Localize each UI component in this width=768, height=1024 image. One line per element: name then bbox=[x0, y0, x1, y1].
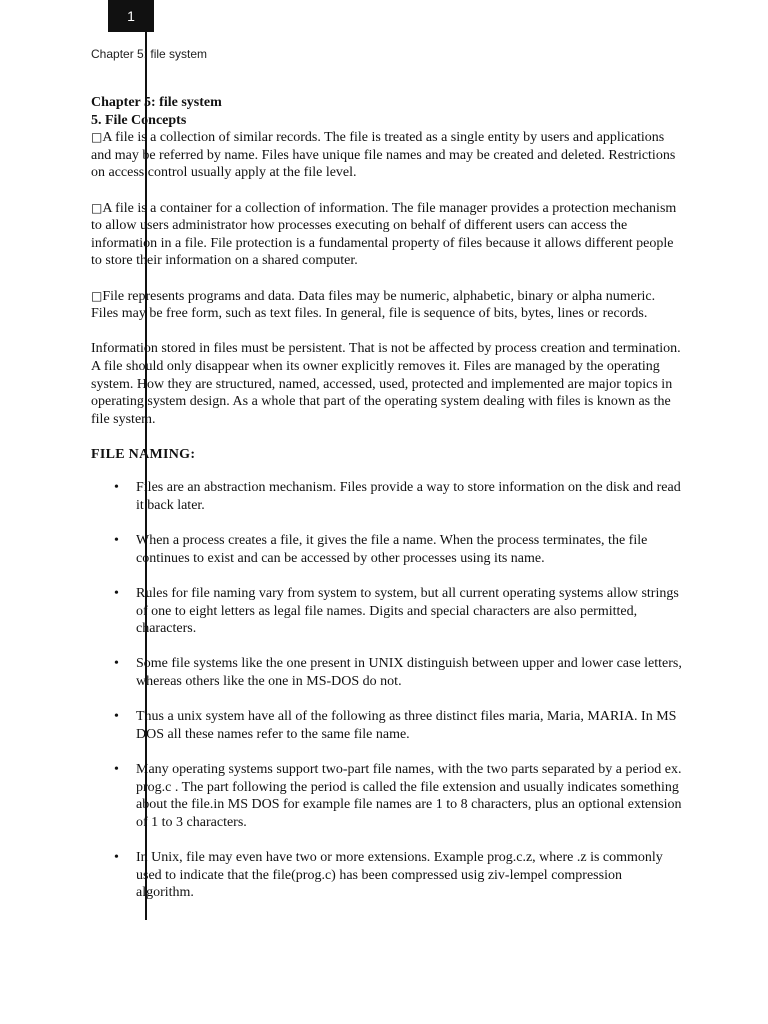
bullet-icon: • bbox=[114, 709, 119, 725]
chapter-title: Chapter 5: file system bbox=[91, 95, 222, 110]
paragraph-text: File represents programs and data. Data files may be numeric, alphabetic, binary or alpha numeric. Files may be free form, such as text files. In general, file is sequence of bits, bytes, lines or records. bbox=[91, 288, 656, 322]
bullet-icon: • bbox=[114, 761, 119, 777]
paragraph-text: A file is a container for a collection of information. The file manager provides a protection mechanism to allow users administrator how processes executing on behalf of different users can access the information in a file. File protection is a fundamental property of files because it allows different people to store their information on a shared computer. bbox=[91, 200, 677, 269]
missing-glyph-icon: □ bbox=[91, 130, 103, 145]
list-item-text: Files are an abstraction mechanism. Files provide a way to store information on the disk and read it back later. bbox=[136, 480, 681, 514]
bullet-icon: • bbox=[114, 849, 119, 865]
list-item-text: When a process creates a file, it gives the file a name. When the process terminates, the file continues to exist and can be accessed by other processes using its name. bbox=[136, 533, 648, 566]
bullet-list bbox=[91, 479, 683, 901]
paragraph-1 bbox=[91, 129, 683, 182]
bullet-icon: • bbox=[114, 586, 119, 602]
bullet-icon: • bbox=[114, 533, 119, 549]
list-item-text: Rules for file naming vary from system to system, but all current operating systems allow strings of one to eight letters as legal file names. Digits and special characters are also permitted, characters. bbox=[136, 586, 679, 637]
bullet-icon: • bbox=[114, 480, 119, 496]
paragraph-2 bbox=[91, 200, 683, 270]
page-number-badge bbox=[108, 0, 154, 32]
section-title: 5. File Concepts bbox=[91, 112, 187, 128]
document-body bbox=[91, 94, 683, 919]
list-item-text: In Unix, file may even have two or more extensions. Example prog.c.z, where .z is commonly used to indicate that the file(prog.c) has been compressed usig ziv-lempel compression algorithm. bbox=[136, 849, 663, 901]
list-item-text: Thus a unix system have all of the following as three distinct files maria, Maria, MARIA. In MS DOS all these names refer to the same file name. bbox=[136, 709, 677, 742]
paragraph-3 bbox=[91, 288, 683, 323]
missing-glyph-icon: □ bbox=[91, 200, 103, 215]
list-item bbox=[91, 849, 683, 902]
list-item bbox=[91, 761, 683, 831]
list-item-text: Many operating systems support two-part file names, with the two parts separated by a period ex. prog.c . The part following the period is called the file extension and usually indicates something about the file.in MS DOS for example file names are 1 to 8 characters, plus an optional extension of 1 to 3 characters. bbox=[136, 761, 682, 830]
bullet-icon: • bbox=[114, 656, 119, 672]
paragraph-4: Information stored in files must be persistent. That is not be affected by process creation and termination. A file should only disappear when its owner explicitly removes it. Files are managed by the operating system. How they are structured, named, accessed, used, protected and implemented are major topics in operating system design. As a whole that part of the operating system dealing with files is known as the file system. bbox=[91, 341, 681, 427]
paragraph-text: A file is a collection of similar records. The file is treated as a single entity by users and applications and may be referred by name. Files have unique file names and may be created and deleted. Restrictions on access control usually apply at the file level. bbox=[91, 130, 676, 181]
list-item bbox=[91, 708, 683, 743]
list-item bbox=[91, 585, 683, 638]
section-heading-file-naming: FILE NAMING: bbox=[91, 446, 196, 462]
list-item bbox=[91, 655, 683, 690]
page-number: 1 bbox=[127, 8, 135, 24]
running-header: Chapter 5: file system bbox=[91, 47, 208, 61]
missing-glyph-icon: □ bbox=[91, 288, 103, 303]
list-item-text: Some file systems like the one present in UNIX distinguish between upper and lower case letters, whereas others like the one in MS-DOS do not. bbox=[136, 656, 682, 689]
list-item bbox=[91, 479, 683, 514]
list-item bbox=[91, 532, 683, 567]
